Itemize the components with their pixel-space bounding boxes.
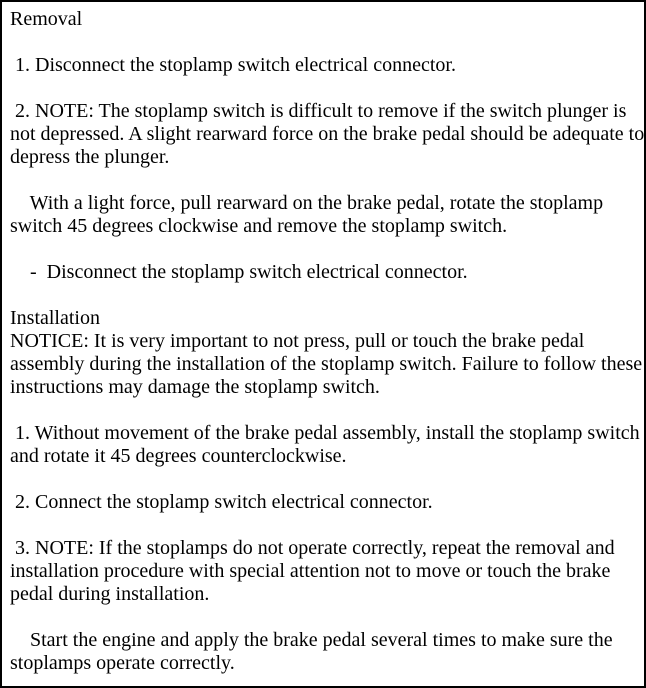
text-line: switch 45 degrees clockwise and remove the stoplamp switch. xyxy=(10,215,508,237)
text-line: 2. Connect the stoplamp switch electrical connector. xyxy=(10,491,433,513)
text-line: stoplamps operate correctly. xyxy=(10,652,235,674)
paragraph-block xyxy=(10,54,636,77)
paragraph-block xyxy=(10,537,636,606)
text-line: installation procedure with special attention not to move or touch the brake xyxy=(10,560,611,582)
text-line: assembly during the installation of the stoplamp switch. Failure to follow these xyxy=(10,353,643,375)
text-line: depress the plunger. xyxy=(10,146,170,168)
text-line: and rotate it 45 degrees counterclockwise. xyxy=(10,445,347,467)
text-line: With a light force, pull rearward on the brake pedal, rotate the stoplamp xyxy=(10,192,604,214)
text-line: Start the engine and apply the brake pedal several times to make sure the xyxy=(10,629,613,651)
text-line: 2. NOTE: The stoplamp switch is difficult to remove if the switch plunger is xyxy=(10,100,627,122)
text-line: 3. NOTE: If the stoplamps do not operate correctly, repeat the removal and xyxy=(10,537,615,559)
text-line: not depressed. A slight rearward force on the brake pedal should be adequate to xyxy=(10,123,645,145)
paragraph-block xyxy=(10,261,636,284)
paragraph-block xyxy=(10,192,636,238)
paragraph-block xyxy=(10,629,636,675)
text-content xyxy=(10,8,645,675)
text-line: pedal during installation. xyxy=(10,583,210,605)
paragraph-block xyxy=(10,491,636,514)
text-line: - Disconnect the stoplamp switch electrical connector. xyxy=(10,261,468,283)
text-line: Installation xyxy=(10,307,100,329)
text-line: NOTICE: It is very important to not press, pull or touch the brake pedal xyxy=(10,330,585,352)
text-line: instructions may damage the stoplamp switch. xyxy=(10,376,380,398)
text-line: 1. Without movement of the brake pedal assembly, install the stoplamp switch xyxy=(10,422,640,444)
paragraph-block xyxy=(10,8,636,31)
paragraph-block xyxy=(10,307,643,399)
paragraph-block xyxy=(10,422,640,468)
text-line: 1. Disconnect the stoplamp switch electrical connector. xyxy=(10,54,456,76)
paragraph-block xyxy=(10,100,645,169)
text-line: Removal xyxy=(10,8,83,30)
